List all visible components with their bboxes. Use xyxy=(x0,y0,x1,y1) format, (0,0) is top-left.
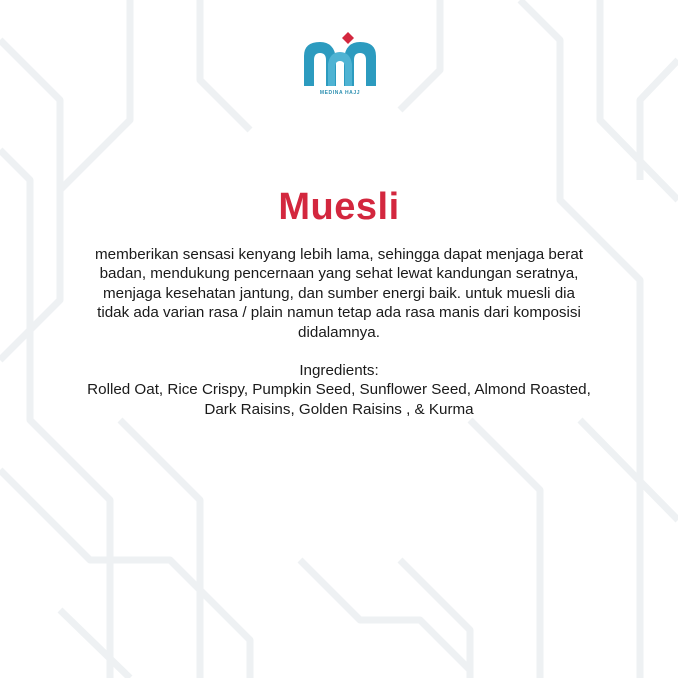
description-line: didalamnya. xyxy=(298,323,380,341)
description-line: tidak ada varian rasa / plain namun tetap ada rasa manis dari komposisi xyxy=(97,304,581,322)
brand-name: MEDINA HAJJ xyxy=(319,90,361,96)
page-title: Muesli xyxy=(278,186,400,228)
brand-logo xyxy=(300,30,380,102)
ingredients-line: Rolled Oat, Rice Crispy, Pumpkin Seed, Sunflower Seed, Almond Roasted, xyxy=(87,381,591,399)
logo-mark-icon xyxy=(300,30,380,90)
description-line: menjaga kesehatan jantung, dan sumber energi baik. untuk muesli dia xyxy=(103,284,575,302)
description-line: badan, mendukung pencernaan yang sehat lewat kandungan seratnya, xyxy=(99,265,579,283)
description-line: memberikan sensasi kenyang lebih lama, sehingga dapat menjaga berat xyxy=(95,246,583,263)
spacer xyxy=(40,342,638,361)
ingredients-line: Dark Raisins, Golden Raisins , & Kurma xyxy=(204,400,474,418)
product-description xyxy=(40,245,638,419)
ingredients-heading: Ingredients: xyxy=(299,362,379,380)
